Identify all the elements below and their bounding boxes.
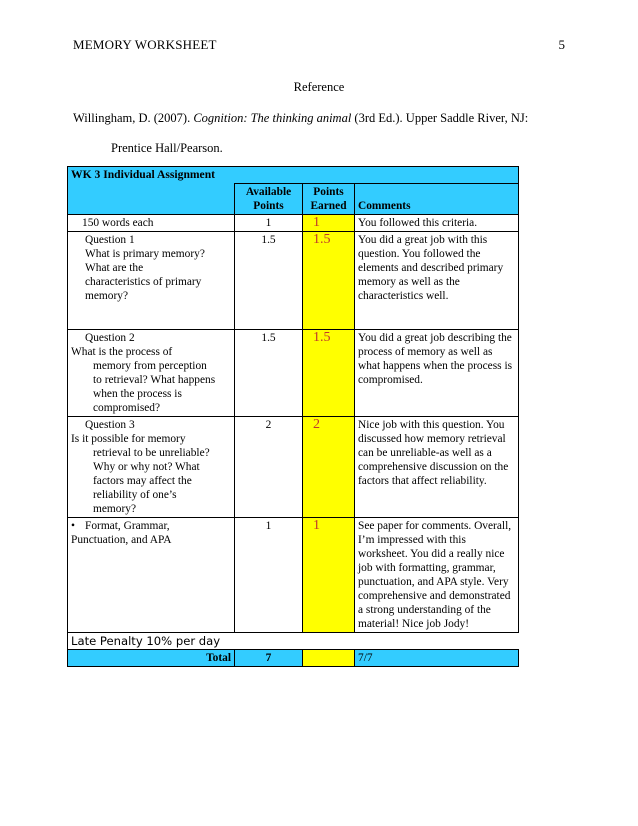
- question-line: memory?: [85, 290, 129, 302]
- table-row: [68, 232, 519, 330]
- table-row: [68, 518, 519, 633]
- question-text: [71, 247, 231, 303]
- citation-title: Cognition: The thinking animal: [193, 111, 352, 125]
- reference-citation: [73, 110, 573, 126]
- header-comments: Comments: [355, 184, 519, 215]
- available-cell: 2: [235, 417, 303, 518]
- total-earned: [303, 650, 355, 667]
- comment-cell: You did a great job describing the process of memory as well as what happens when the process is compromised.: [355, 330, 519, 417]
- question-line: factors may affect the: [93, 475, 192, 487]
- total-row: [68, 650, 519, 667]
- comment-cell: See paper for comments. Overall, I’m impressed with this worksheet. You did a really nice job with formatting, grammar, punctuation, and APA style. Very comprehensive and demonstrated a strong understanding of the material! Nice job Jody!: [355, 518, 519, 633]
- question-line: characteristics of primary: [85, 276, 202, 288]
- available-cell: 1: [235, 518, 303, 633]
- citation-rest: (3rd Ed.). Upper Saddle River, NJ:: [351, 111, 529, 125]
- question-line: retrieval to be unreliable?: [93, 447, 210, 459]
- question-title: Question 1: [85, 234, 135, 246]
- header-available-line1: Available: [245, 186, 292, 198]
- available-cell: 1: [235, 215, 303, 232]
- table-row: [68, 417, 519, 518]
- question-title: Question 3: [85, 419, 135, 431]
- earned-cell: 1.5: [303, 232, 355, 330]
- earned-cell: 2: [303, 417, 355, 518]
- reference-heading: Reference: [293, 80, 345, 94]
- header-item-cell: [68, 184, 235, 215]
- format-title: Format, Grammar,: [85, 520, 170, 532]
- citation-author: Willingham, D. (2007).: [73, 111, 194, 125]
- question-line: memory from perception: [93, 360, 207, 372]
- question-line: Why or why not? What: [93, 461, 200, 473]
- format-item: [71, 519, 231, 533]
- item-cell: 150 words each: [68, 215, 235, 232]
- question-line: Is it possible for memory: [71, 433, 186, 445]
- total-available: 7: [235, 650, 303, 667]
- header-available: [235, 184, 303, 215]
- citation-publisher: Prentice Hall/Pearson.: [111, 141, 223, 155]
- grading-table: [67, 166, 519, 667]
- available-cell: 1.5: [235, 232, 303, 330]
- earned-cell: 1: [303, 215, 355, 232]
- table-row: [68, 215, 519, 232]
- late-penalty-row: [68, 633, 519, 650]
- item-cell: [68, 417, 235, 518]
- bullet-icon: •: [71, 520, 75, 532]
- question-line: when the process is: [93, 388, 182, 400]
- header-earned-line2: Earned: [310, 200, 347, 212]
- item-cell: [68, 330, 235, 417]
- table-row: [68, 330, 519, 417]
- question-line: What are the: [85, 262, 144, 274]
- total-label: Total: [68, 650, 235, 667]
- item-cell: [68, 232, 235, 330]
- assignment-title: WK 3 Individual Assignment: [68, 167, 519, 184]
- header-available-line2: Points: [253, 200, 284, 212]
- running-head: MEMORY WORKSHEET: [73, 37, 217, 52]
- question-line: to retrieval? What happens: [93, 374, 216, 386]
- total-comments: 7/7: [355, 650, 519, 667]
- question-line: What is primary memory?: [85, 248, 205, 260]
- header-earned-line1: Points: [313, 186, 344, 198]
- question-title: Question 2: [85, 332, 135, 344]
- comment-cell: Nice job with this question. You discussed how memory retrieval can be unreliable-as well as a comprehensive discussion on the factors that affect reliability.: [355, 417, 519, 518]
- question-line: What is the process of: [71, 346, 173, 358]
- header-earned: [303, 184, 355, 215]
- available-cell: 1.5: [235, 330, 303, 417]
- earned-cell: 1.5: [303, 330, 355, 417]
- late-penalty-blank: [235, 633, 519, 650]
- item-cell: [68, 518, 235, 633]
- format-line: Punctuation, and APA: [71, 534, 172, 546]
- table-header-row: [68, 184, 519, 215]
- question-line: reliability of one’s: [93, 489, 177, 501]
- comment-cell: You followed this criteria.: [355, 215, 519, 232]
- question-line: memory?: [93, 503, 137, 515]
- question-line: compromised?: [93, 402, 161, 414]
- page-number: 5: [558, 37, 565, 52]
- late-penalty: Late Penalty 10% per day: [68, 633, 235, 650]
- earned-cell: 1: [303, 518, 355, 633]
- comment-cell: You did a great job with this question. You followed the elements and described primary memory as well as the characteristics well.: [355, 232, 519, 330]
- table-title-row: [68, 167, 519, 184]
